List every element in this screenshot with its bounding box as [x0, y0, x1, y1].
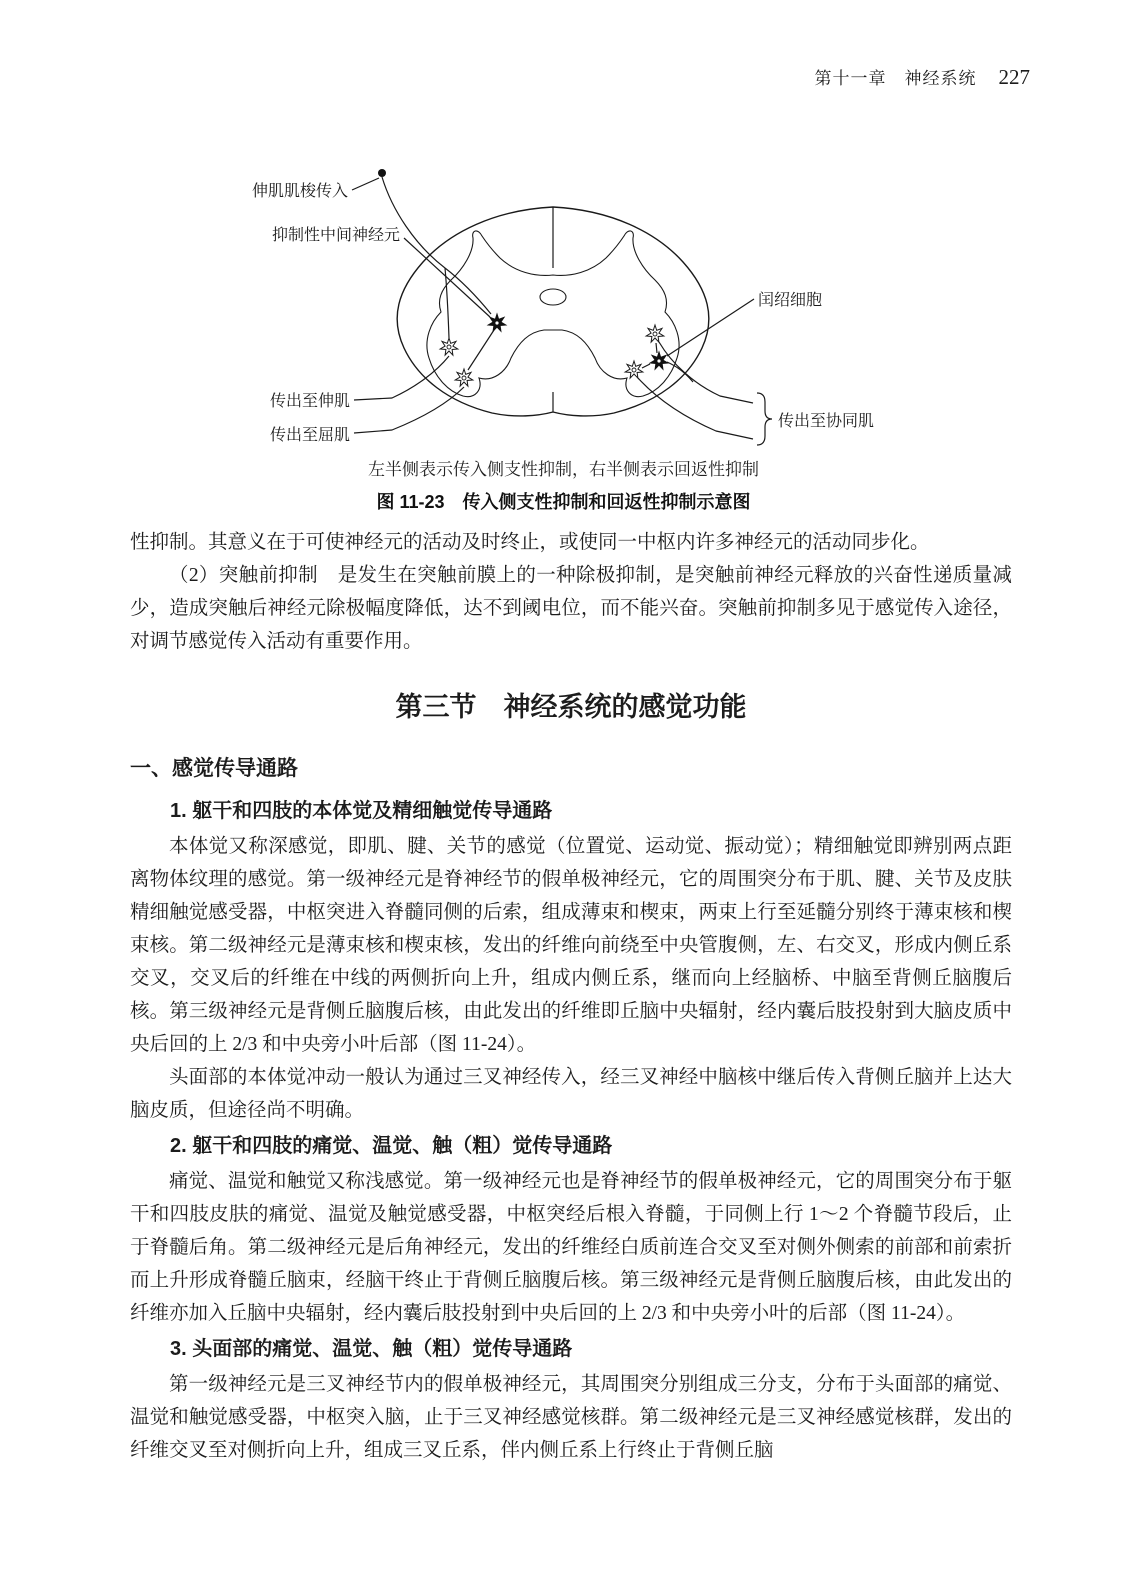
motoneuron-star	[646, 325, 664, 342]
motoneuron-star	[455, 369, 473, 386]
page-header	[815, 64, 1031, 90]
paragraph-continuation: 性抑制。其意义在于可使神经元的活动及时终止，或使同一中枢内许多神经元的活动同步化。	[130, 532, 930, 553]
label-to-synergist: 传出至协同肌	[778, 413, 875, 430]
extensor-axon	[354, 356, 449, 400]
flexor-axon	[354, 387, 464, 433]
heading-head-pain-pathway: 3. 头面部的痛觉、温觉、触（粗）觉传导通路	[170, 1338, 573, 1360]
section-title: 第三节 神经系统的感觉功能	[395, 692, 747, 722]
label-renshaw-cell: 闰绍细胞	[758, 292, 823, 309]
label-inhibitory-interneuron: 抑制性中间神经元	[271, 227, 400, 244]
synergist-axon-2	[638, 378, 753, 439]
inhibitory-interneuron-star	[488, 314, 506, 331]
synergist-brace	[757, 393, 772, 445]
paragraph-head-pain: 第一级神经元是三叉神经节内的假单极神经元，其周围突分别组成三分支，分布于头面部的痛觉、温觉和触觉感受器，中枢突入脑，止于三叉神经感觉核群。第二级神经元是三叉神经感觉核群，发出的纤维交叉至对侧折向上升，组成三叉丘系，伴内侧丘系上行终止于背侧丘脑	[130, 1374, 1012, 1461]
chapter-title: 第十一章 神经系统	[814, 69, 977, 88]
paragraph-trunk-pain: 痛觉、温觉和触觉又称浅感觉。第一级神经元也是脊神经节的假单极神经元，它的周围突分布于躯干和四肢皮肤的痛觉、温觉及触觉感受器，中枢突经后根入脊髓，于同侧上行 1～2 个脊髓节段后，止于脊髓后角。第二级神经元是后角神经元，发出的纤维经白质前连合交叉至对侧外侧索的前部和前索折而上升形成脊髓丘脑束，经脑干终止于背侧丘脑腹后核。第三级神经元是背侧丘脑腹后核，由此发出的纤维亦加入丘脑中央辐射，经内囊后肢投射到中央后回的上 2/3 和中央旁小叶的后部（图 11-24）。	[130, 1171, 1012, 1324]
label-afferent: 伸肌肌梭传入	[251, 183, 348, 200]
figure-11-23	[0, 150, 1127, 514]
figure-caption: 图 11-23 传入侧支性抑制和回返性抑制示意图	[376, 492, 751, 512]
paragraph-head-proprioception: 头面部的本体觉冲动一般认为通过三叉神经传入，经三叉神经中脑核中继后传入背侧丘脑并上达大脑皮质，但途径尚不明确。	[130, 1067, 1012, 1121]
spinal-cord-diagram	[0, 150, 1127, 450]
afferent-terminal-dot	[378, 169, 386, 177]
paragraph-proprioception: 本体觉又称深感觉，即肌、腱、关节的感觉（位置觉、运动觉、振动觉）；精细触觉即辨别两点距离物体纹理的感觉。第一级神经元是脊神经节的假单极神经元，它的周围突分布于肌、腱、关节及皮肤精细触觉感受器，中枢突进入脊髓同侧的后索，组成薄束和楔束，两束上行至延髓分别终于薄束核和楔束核。第二级神经元是薄束核和楔束核，发出的纤维向前绕至中央管腹侧，左、右交叉，形成内侧丘系交叉，交叉后的纤维在中线的两侧折向上升，组成内侧丘系，继而向上经脑桥、中脑至背侧丘脑腹后核。第三级神经元是背侧丘脑腹后核，由此发出的纤维即丘脑中央辐射，经内囊后肢投射到大脑皮质中央后回的上 2/3 和中央旁小叶后部（图 11-24）。	[130, 836, 1012, 1055]
renshaw-link-2	[642, 364, 650, 368]
figure-note: 左半侧表示传入侧支性抑制，右半侧表示回返性抑制	[368, 460, 759, 479]
renshaw-leader-line	[667, 299, 754, 356]
body-text	[130, 526, 1012, 1467]
renshaw-cell-star	[650, 352, 668, 369]
heading-trunk-pain-pathway: 2. 躯干和四肢的痛觉、温觉、触（粗）觉传导通路	[170, 1135, 613, 1157]
afferent-leader-line	[352, 178, 379, 190]
page-number: 227	[998, 65, 1030, 89]
label-to-extensor: 传出至伸肌	[269, 393, 350, 410]
motoneuron-star	[440, 338, 458, 355]
label-to-flexor: 传出至屈肌	[269, 427, 350, 444]
central-canal	[540, 289, 566, 305]
heading-proprioception-pathway: 1. 躯干和四肢的本体觉及精细触觉传导通路	[170, 800, 553, 822]
afferent-fiber	[382, 177, 491, 314]
motoneuron-star	[625, 361, 643, 378]
renshaw-link-1	[656, 343, 657, 353]
subsection-title: 一、感觉传导通路	[130, 757, 298, 780]
interneuron-axon	[468, 330, 494, 370]
paragraph-presynaptic-inhibition: （2）突触前抑制 是发生在突触前膜上的一种除极抑制，是突触前神经元释放的兴奋性递质量减少，造成突触后神经元除极幅度降低，达不到阈电位，而不能兴奋。突触前抑制多见于感觉传入途径，对调节感觉传入活动有重要作用。	[130, 565, 1012, 652]
synergist-axon-1	[659, 342, 753, 403]
